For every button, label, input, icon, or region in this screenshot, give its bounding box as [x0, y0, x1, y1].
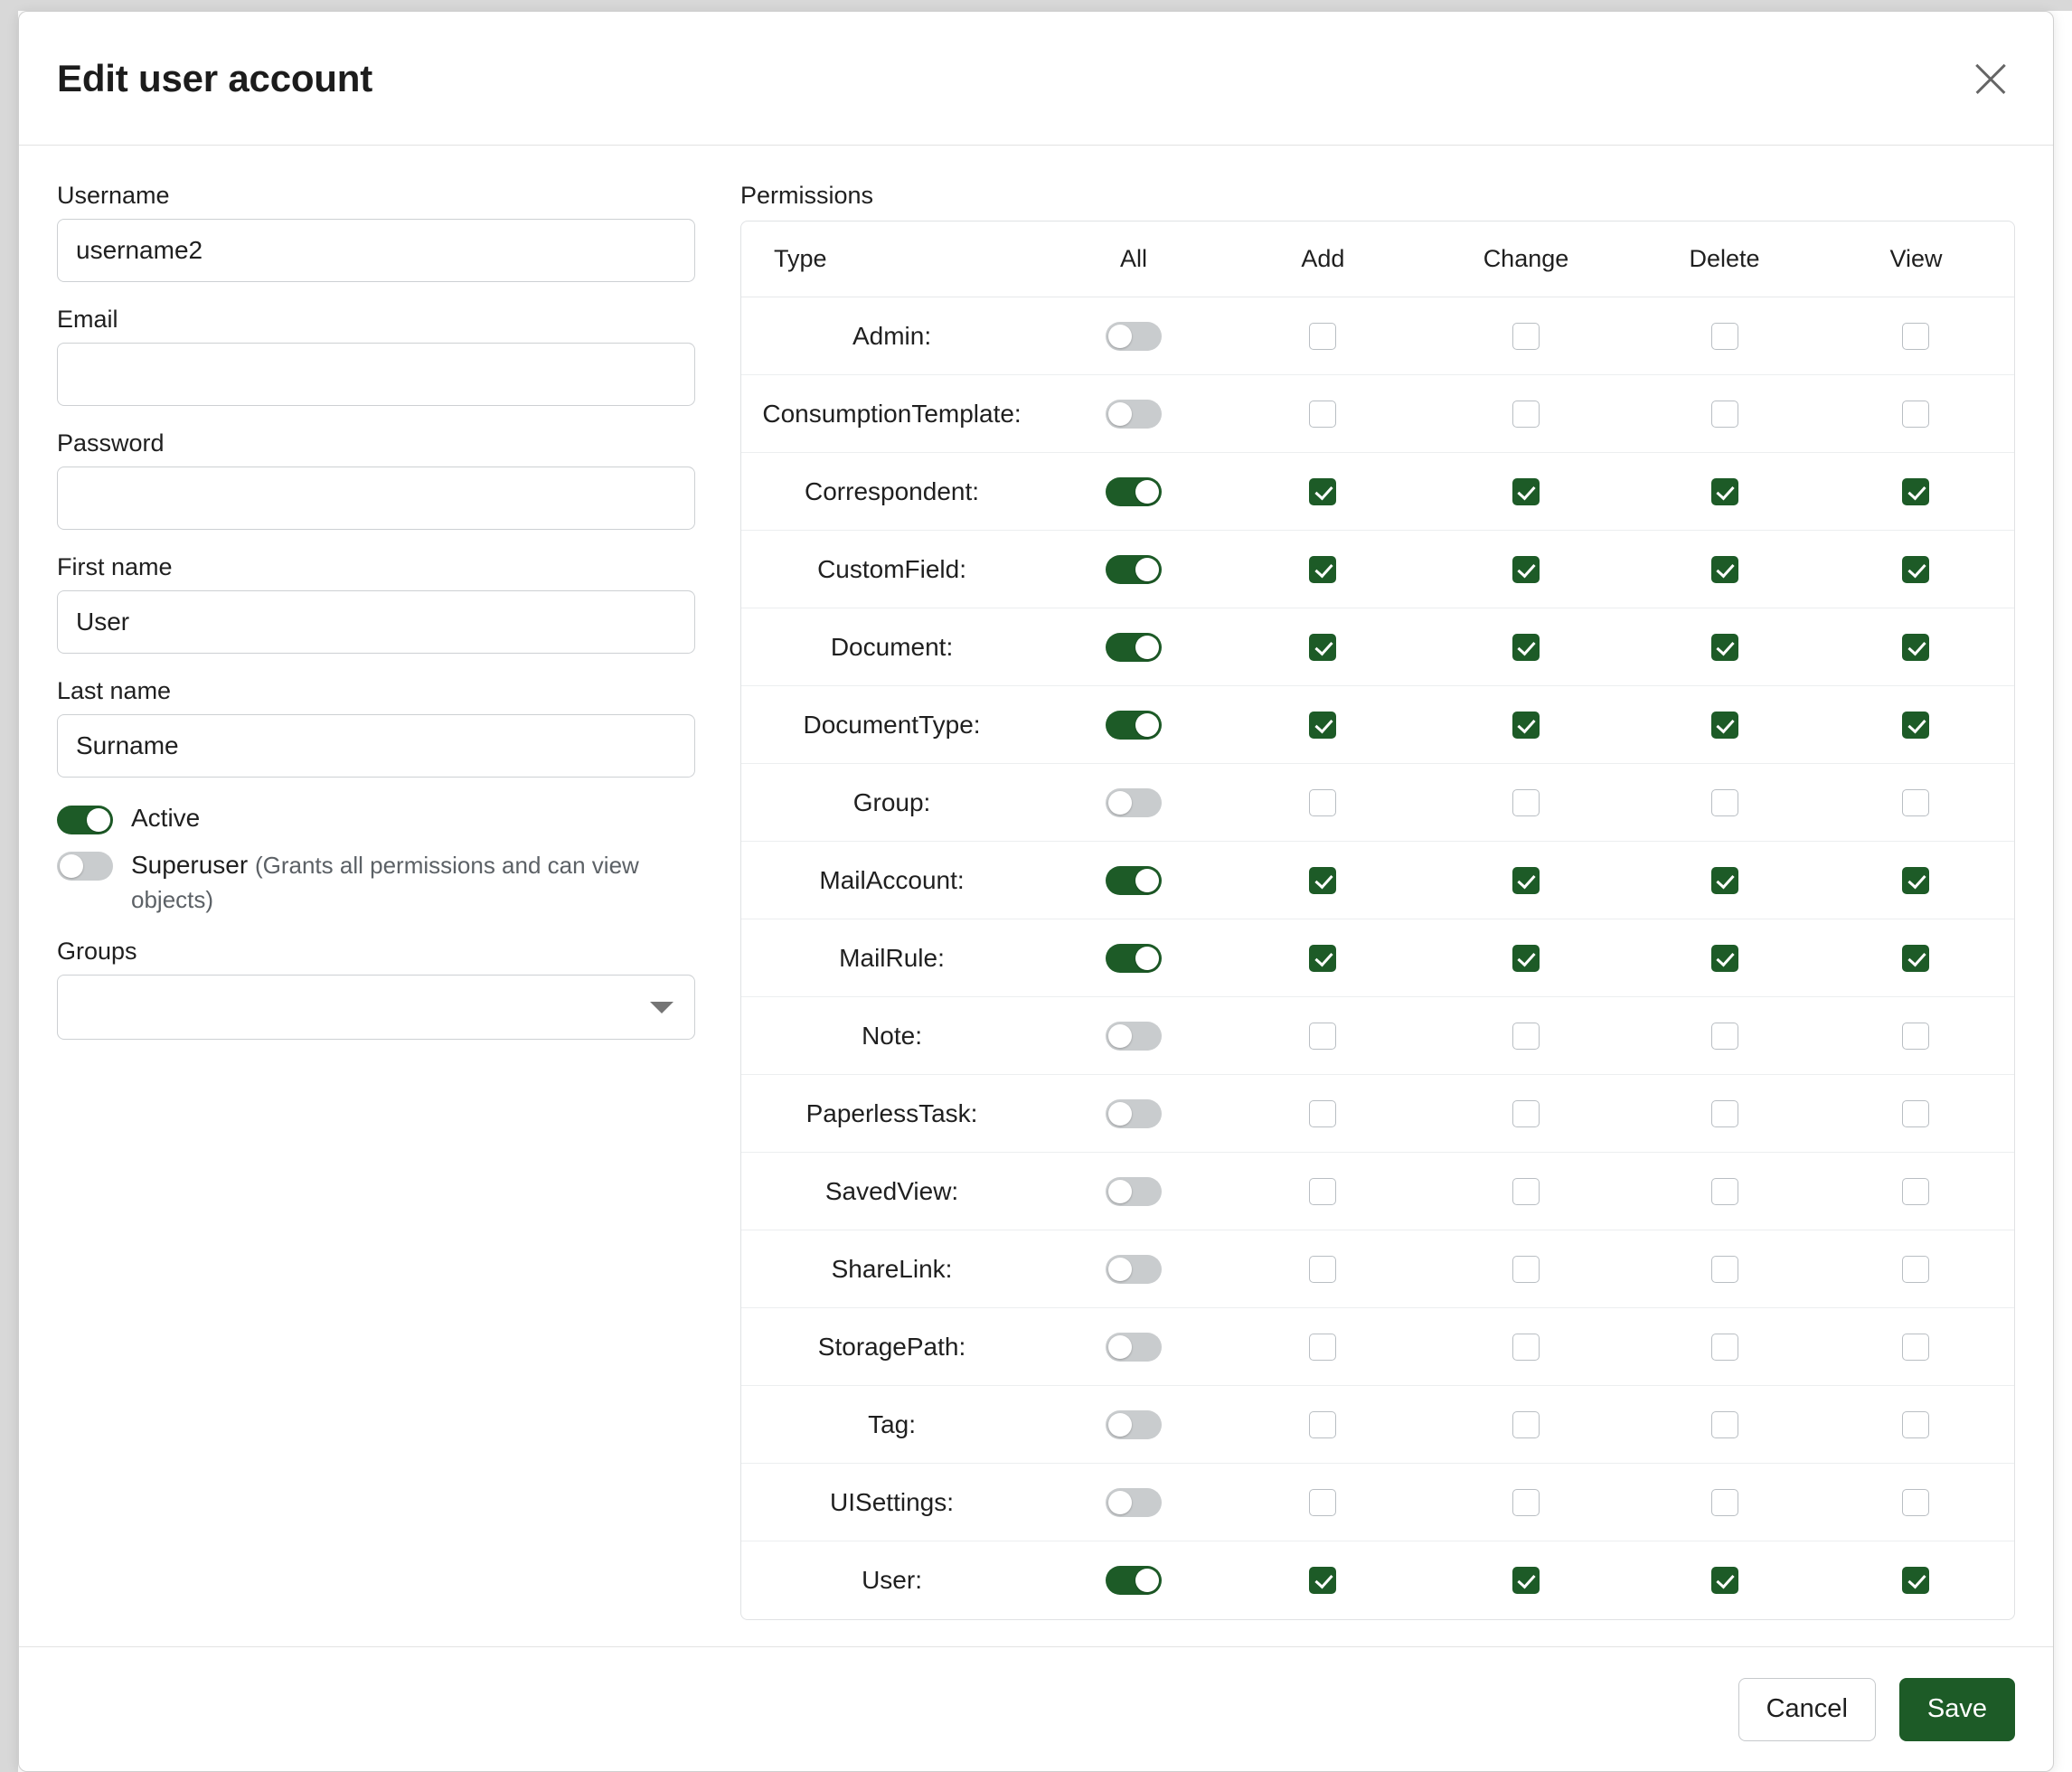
col-header-type: Type [741, 222, 1042, 297]
permission-delete-cell [1631, 764, 1818, 842]
permission-change-cell [1421, 375, 1631, 453]
permission-all-cell [1042, 1230, 1225, 1308]
permission-type-label: StoragePath: [741, 1308, 1042, 1386]
permission-change-cell [1421, 842, 1631, 919]
superuser-row [57, 848, 699, 917]
last-name-input[interactable] [57, 714, 695, 778]
permission-delete-cell [1631, 1308, 1818, 1386]
groups-label: Groups [57, 938, 137, 966]
permission-delete-checkbox[interactable] [1711, 1334, 1738, 1361]
permission-add-cell [1225, 919, 1421, 997]
permissions-body [741, 297, 2014, 1619]
permission-add-checkbox[interactable] [1309, 634, 1336, 661]
permission-add-checkbox[interactable] [1309, 867, 1336, 894]
permission-add-checkbox[interactable] [1309, 1489, 1336, 1516]
table-row [741, 1075, 2014, 1153]
permission-all-toggle[interactable] [1106, 322, 1162, 351]
first-name-label: First name [57, 553, 173, 580]
col-header-all: All [1042, 222, 1225, 297]
permission-add-cell [1225, 764, 1421, 842]
col-header-add: Add [1225, 222, 1421, 297]
permission-all-toggle[interactable] [1106, 1099, 1162, 1128]
permission-all-toggle[interactable] [1106, 1410, 1162, 1439]
permission-change-cell [1421, 1386, 1631, 1464]
permission-change-cell [1421, 919, 1631, 997]
permission-view-cell [1818, 1075, 2014, 1153]
table-row [741, 919, 2014, 997]
permission-all-cell [1042, 686, 1225, 764]
permission-all-cell [1042, 1075, 1225, 1153]
col-header-delete: Delete [1631, 222, 1818, 297]
dialog-header [19, 12, 2053, 146]
permission-delete-checkbox[interactable] [1711, 1489, 1738, 1516]
permission-add-cell [1225, 1386, 1421, 1464]
permissions-header-row [741, 222, 2014, 297]
active-row [57, 801, 699, 835]
permission-delete-checkbox[interactable] [1711, 1567, 1738, 1594]
permission-view-checkbox[interactable] [1902, 1100, 1929, 1127]
permission-type-label: ConsumptionTemplate: [741, 375, 1042, 453]
table-row [741, 297, 2014, 375]
permission-view-cell [1818, 297, 2014, 375]
active-label: Active [131, 804, 201, 832]
permission-add-cell [1225, 375, 1421, 453]
col-header-view: View [1818, 222, 2014, 297]
permission-change-checkbox[interactable] [1512, 1023, 1540, 1050]
permission-type-label: ShareLink: [741, 1230, 1042, 1308]
dialog-title: Edit user account [57, 56, 373, 99]
permission-all-toggle[interactable] [1106, 555, 1162, 584]
permission-add-cell [1225, 1230, 1421, 1308]
permission-delete-checkbox[interactable] [1711, 1100, 1738, 1127]
permission-add-checkbox[interactable] [1309, 1334, 1336, 1361]
permission-type-label: Admin: [741, 297, 1042, 375]
permission-change-cell [1421, 1308, 1631, 1386]
permission-add-checkbox[interactable] [1309, 712, 1336, 739]
active-toggle[interactable] [57, 806, 113, 834]
permission-add-checkbox[interactable] [1309, 1567, 1336, 1594]
permission-all-cell [1042, 842, 1225, 919]
permission-delete-cell [1631, 1075, 1818, 1153]
permission-delete-cell [1631, 1386, 1818, 1464]
permission-delete-cell [1631, 1464, 1818, 1541]
permission-change-checkbox[interactable] [1512, 712, 1540, 739]
permission-change-checkbox[interactable] [1512, 1567, 1540, 1594]
table-row [741, 686, 2014, 764]
permission-change-checkbox[interactable] [1512, 478, 1540, 505]
permission-change-cell [1421, 1075, 1631, 1153]
permission-delete-cell [1631, 453, 1818, 531]
user-form [57, 182, 699, 1628]
table-row [741, 842, 2014, 919]
permission-all-cell [1042, 453, 1225, 531]
permission-view-checkbox[interactable] [1902, 1567, 1929, 1594]
permission-type-label: PaperlessTask: [741, 1075, 1042, 1153]
permission-delete-checkbox[interactable] [1711, 1411, 1738, 1438]
permission-view-cell [1818, 686, 2014, 764]
permission-change-cell [1421, 297, 1631, 375]
close-icon[interactable] [1966, 54, 2015, 103]
permission-change-checkbox[interactable] [1512, 867, 1540, 894]
permission-change-checkbox[interactable] [1512, 634, 1540, 661]
permissions-table [740, 221, 2015, 1620]
permission-view-cell [1818, 997, 2014, 1075]
permission-delete-cell [1631, 1541, 1818, 1619]
permission-change-cell [1421, 997, 1631, 1075]
permission-delete-checkbox[interactable] [1711, 323, 1738, 350]
groups-select[interactable] [57, 975, 695, 1040]
permission-delete-cell [1631, 608, 1818, 686]
first-name-input[interactable] [57, 590, 695, 654]
permission-all-cell [1042, 764, 1225, 842]
permission-view-checkbox[interactable] [1902, 945, 1929, 972]
permission-type-label: Document: [741, 608, 1042, 686]
permission-add-cell [1225, 1308, 1421, 1386]
permission-all-toggle[interactable] [1106, 1255, 1162, 1284]
permission-all-cell [1042, 1308, 1225, 1386]
permission-delete-cell [1631, 842, 1818, 919]
permission-add-checkbox[interactable] [1309, 789, 1336, 816]
password-field[interactable] [57, 467, 695, 530]
permission-all-toggle[interactable] [1106, 477, 1162, 506]
permission-view-cell [1818, 453, 2014, 531]
email-label: Email [57, 306, 118, 333]
save-button[interactable]: Save [1899, 1678, 2015, 1741]
permission-view-cell [1818, 531, 2014, 608]
permission-change-checkbox[interactable] [1512, 945, 1540, 972]
table-row [741, 1230, 2014, 1308]
table-row [741, 531, 2014, 608]
dialog-footer [19, 1646, 2053, 1771]
permission-delete-cell [1631, 997, 1818, 1075]
permission-view-checkbox[interactable] [1902, 323, 1929, 350]
permission-add-cell [1225, 297, 1421, 375]
permission-all-cell [1042, 1541, 1225, 1619]
permission-type-label: DocumentType: [741, 686, 1042, 764]
username-input[interactable] [57, 219, 695, 282]
email-field[interactable] [57, 343, 695, 406]
permission-delete-checkbox[interactable] [1711, 867, 1738, 894]
permission-delete-checkbox[interactable] [1711, 556, 1738, 583]
permission-change-checkbox[interactable] [1512, 401, 1540, 428]
permission-delete-cell [1631, 297, 1818, 375]
permission-type-label: Note: [741, 997, 1042, 1075]
permission-view-checkbox[interactable] [1902, 1178, 1929, 1205]
permission-delete-cell [1631, 1230, 1818, 1308]
superuser-label: Superuser [131, 850, 249, 879]
permission-all-toggle[interactable] [1106, 1488, 1162, 1517]
permission-all-cell [1042, 531, 1225, 608]
permission-change-checkbox[interactable] [1512, 1178, 1540, 1205]
permission-type-label: User: [862, 1565, 922, 1594]
permission-add-checkbox[interactable] [1309, 323, 1336, 350]
permission-view-checkbox[interactable] [1902, 556, 1929, 583]
permission-all-cell [1042, 1153, 1225, 1230]
permission-add-checkbox[interactable] [1309, 1023, 1336, 1050]
permission-all-toggle[interactable] [1106, 633, 1162, 662]
superuser-hint: (Grants all permissions and can view objects) [131, 851, 639, 913]
permission-all-cell [1042, 1464, 1225, 1541]
permission-all-cell [1042, 919, 1225, 997]
table-row [741, 1541, 2014, 1619]
permission-change-checkbox[interactable] [1512, 1100, 1540, 1127]
permission-view-cell [1818, 1386, 2014, 1464]
permission-change-checkbox[interactable] [1512, 789, 1540, 816]
permission-change-cell [1421, 1230, 1631, 1308]
permission-add-cell [1225, 997, 1421, 1075]
permission-type-label: MailAccount: [741, 842, 1042, 919]
permission-add-checkbox[interactable] [1309, 945, 1336, 972]
last-name-label: Last name [57, 677, 172, 704]
permission-all-toggle[interactable] [1106, 400, 1162, 429]
permission-add-checkbox[interactable] [1309, 1256, 1336, 1283]
permission-all-toggle[interactable] [1106, 1177, 1162, 1206]
permission-view-cell [1818, 842, 2014, 919]
permission-all-toggle[interactable] [1106, 711, 1162, 740]
permission-view-cell [1818, 1230, 2014, 1308]
permission-delete-checkbox[interactable] [1711, 712, 1738, 739]
permission-view-cell [1818, 1541, 2014, 1619]
permission-delete-checkbox[interactable] [1711, 401, 1738, 428]
permission-type-label: Correspondent: [741, 453, 1042, 531]
permission-change-checkbox[interactable] [1512, 556, 1540, 583]
permission-all-cell [1042, 1386, 1225, 1464]
permission-add-checkbox[interactable] [1309, 1178, 1336, 1205]
permission-change-checkbox[interactable] [1512, 1411, 1540, 1438]
permissions-title: Permissions [740, 182, 874, 209]
permission-delete-checkbox[interactable] [1711, 1178, 1738, 1205]
permission-all-toggle[interactable] [1106, 1022, 1162, 1051]
permission-change-cell [1421, 1153, 1631, 1230]
permission-view-cell [1818, 1153, 2014, 1230]
window-backdrop-left [0, 0, 18, 1772]
edit-user-dialog [18, 11, 2054, 1772]
table-row [741, 608, 2014, 686]
window-backdrop-top [0, 0, 2072, 11]
permission-view-cell [1818, 608, 2014, 686]
permission-delete-checkbox[interactable] [1711, 1023, 1738, 1050]
permission-delete-checkbox[interactable] [1711, 478, 1738, 505]
permission-type-label: Tag: [741, 1386, 1042, 1464]
permission-view-checkbox[interactable] [1902, 867, 1929, 894]
permission-delete-cell [1631, 919, 1818, 997]
permission-add-cell [1225, 686, 1421, 764]
table-row [741, 1308, 2014, 1386]
table-row [741, 997, 2014, 1075]
permission-all-cell [1042, 297, 1225, 375]
superuser-toggle[interactable] [57, 852, 113, 881]
permission-add-checkbox[interactable] [1309, 1100, 1336, 1127]
permission-all-toggle[interactable] [1106, 866, 1162, 895]
permission-change-checkbox[interactable] [1512, 1334, 1540, 1361]
permission-change-cell [1421, 608, 1631, 686]
permission-delete-checkbox[interactable] [1711, 789, 1738, 816]
permission-view-checkbox[interactable] [1902, 1489, 1929, 1516]
groups-select-wrap [57, 975, 695, 1040]
permission-change-checkbox[interactable] [1512, 323, 1540, 350]
password-label: Password [57, 429, 165, 457]
col-header-change: Change [1421, 222, 1631, 297]
permission-delete-checkbox[interactable] [1711, 945, 1738, 972]
table-row [741, 764, 2014, 842]
permission-all-toggle[interactable] [1106, 788, 1162, 817]
permission-view-cell [1818, 1464, 2014, 1541]
cancel-button[interactable]: Cancel [1738, 1678, 1876, 1741]
username-label: Username [57, 182, 170, 209]
permission-change-checkbox[interactable] [1512, 1489, 1540, 1516]
permissions-section [740, 182, 2015, 1628]
permission-view-checkbox[interactable] [1902, 712, 1929, 739]
permission-view-checkbox[interactable] [1902, 1411, 1929, 1438]
table-row [741, 453, 2014, 531]
permission-delete-checkbox[interactable] [1711, 1256, 1738, 1283]
permission-type-label: Group: [741, 764, 1042, 842]
dialog-body [19, 146, 2053, 1646]
permission-all-toggle[interactable] [1106, 1566, 1162, 1595]
permission-change-cell [1421, 1541, 1631, 1619]
permission-add-checkbox[interactable] [1309, 478, 1336, 505]
permission-view-checkbox[interactable] [1902, 401, 1929, 428]
permission-change-cell [1421, 764, 1631, 842]
permission-add-cell [1225, 608, 1421, 686]
permission-view-checkbox[interactable] [1902, 789, 1929, 816]
permission-delete-cell [1631, 1153, 1818, 1230]
permission-add-cell [1225, 1541, 1421, 1619]
permission-add-cell [1225, 453, 1421, 531]
table-row [741, 1386, 2014, 1464]
permission-all-toggle[interactable] [1106, 1333, 1162, 1362]
table-row [741, 375, 2014, 453]
permission-change-cell [1421, 686, 1631, 764]
permission-view-checkbox[interactable] [1902, 1256, 1929, 1283]
permission-view-checkbox[interactable] [1902, 1023, 1929, 1050]
permission-all-cell [1042, 608, 1225, 686]
permission-add-cell [1225, 1075, 1421, 1153]
permission-all-cell [1042, 375, 1225, 453]
permission-view-cell [1818, 1308, 2014, 1386]
permission-change-cell [1421, 453, 1631, 531]
permission-view-cell [1818, 919, 2014, 997]
permission-all-toggle[interactable] [1106, 944, 1162, 973]
permission-type-label: SavedView: [741, 1153, 1042, 1230]
permission-delete-cell [1631, 531, 1818, 608]
table-row [741, 1153, 2014, 1230]
permission-change-checkbox[interactable] [1512, 1256, 1540, 1283]
permission-view-cell [1818, 375, 2014, 453]
permission-view-checkbox[interactable] [1902, 634, 1929, 661]
permission-add-checkbox[interactable] [1309, 1411, 1336, 1438]
permission-add-checkbox[interactable] [1309, 556, 1336, 583]
permission-change-cell [1421, 531, 1631, 608]
permission-change-cell [1421, 1464, 1631, 1541]
superuser-label-wrap [131, 848, 699, 917]
table-row [741, 1464, 2014, 1541]
permission-view-checkbox[interactable] [1902, 1334, 1929, 1361]
permission-add-cell [1225, 1153, 1421, 1230]
permission-add-checkbox[interactable] [1309, 401, 1336, 428]
permission-all-cell [1042, 997, 1225, 1075]
permission-delete-cell [1631, 686, 1818, 764]
permission-add-cell [1225, 842, 1421, 919]
permission-delete-cell [1631, 375, 1818, 453]
permission-view-checkbox[interactable] [1902, 478, 1929, 505]
permission-type-label: MailRule: [741, 919, 1042, 997]
permission-view-cell [1818, 764, 2014, 842]
permission-type-label: CustomField: [741, 531, 1042, 608]
permission-delete-checkbox[interactable] [1711, 634, 1738, 661]
permission-add-cell [1225, 531, 1421, 608]
permission-type-label: UISettings: [741, 1464, 1042, 1541]
permission-add-cell [1225, 1464, 1421, 1541]
